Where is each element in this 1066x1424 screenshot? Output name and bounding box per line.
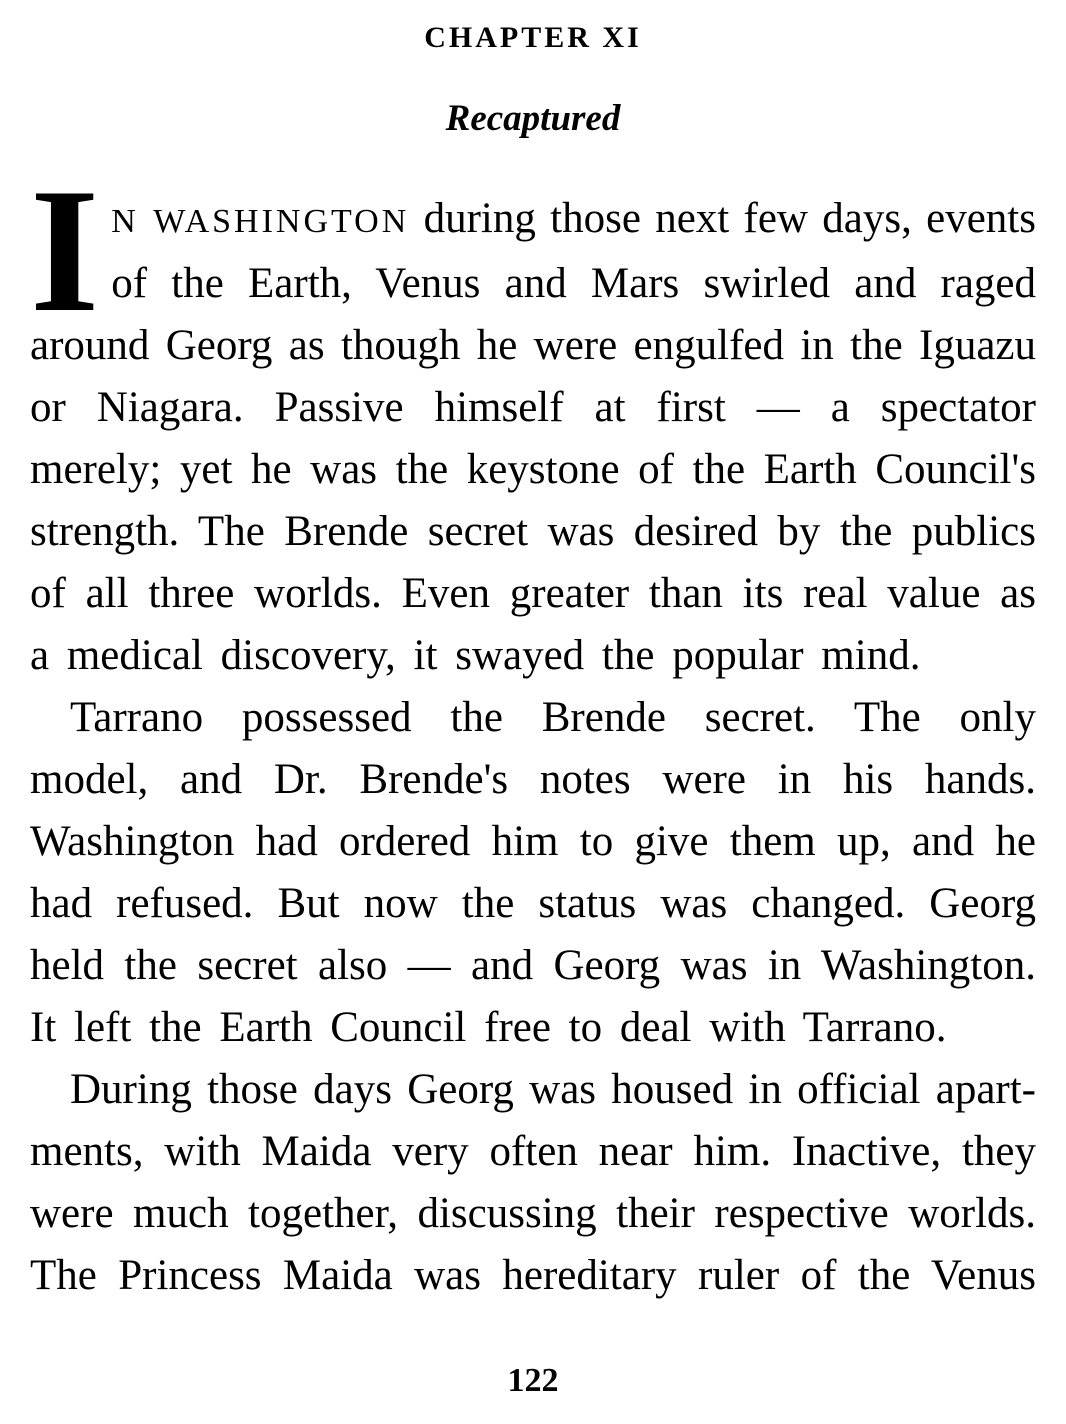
text-line: strength. The Brende secret was desired by the publics: [30, 508, 1036, 555]
text-line: of all three worlds. Even greater than its real value as: [30, 570, 1036, 617]
text-line: It left the Earth Council free to deal with Tarrano.: [30, 1004, 947, 1051]
text-line: The Princess Maida was hereditary ruler of the Venus: [30, 1252, 1036, 1299]
text-line: had refused. But now the status was changed. Georg: [30, 880, 1036, 927]
page-number: 122: [507, 1362, 559, 1399]
text-line: model, and Dr. Brende's notes were in his hands.: [30, 756, 1036, 803]
body-text: [30, 151, 1036, 1307]
text-line: were much together, discussing their respective worlds.: [30, 1190, 1036, 1237]
text-line: During those days Georg was housed in official apart-: [70, 1066, 1036, 1113]
paragraph: [30, 1059, 1036, 1307]
text-line: Washington had ordered him to give them up, and he: [30, 818, 1036, 865]
text-line: held the secret also — and Georg was in Washington.: [30, 942, 1036, 989]
text-line: ments, with Maida very often near him. Inactive, they: [30, 1128, 1036, 1175]
text-line: N WASHINGTON during those next few days, events: [111, 195, 1036, 242]
chapter-heading: CHAPTER XI: [424, 21, 642, 54]
chapter-title: Recaptured: [445, 98, 621, 139]
text-line: Tarrano possessed the Brende secret. The only: [70, 694, 1036, 741]
paragraph: [30, 687, 1036, 1059]
paragraph: [30, 151, 1036, 687]
text-line: or Niagara. Passive himself at first — a spectator: [30, 384, 1036, 431]
text-line: a medical discovery, it swayed the popular mind.: [30, 632, 921, 679]
smallcaps-lead: N WASHINGTON: [111, 203, 410, 240]
dropcap-letter: I: [30, 151, 100, 349]
text-line: of the Earth, Venus and Mars swirled and raged: [111, 260, 1036, 307]
text-line: around Georg as though he were engulfed in the Iguazu: [30, 322, 1036, 369]
text-line: merely; yet he was the keystone of the Earth Council's: [30, 446, 1036, 493]
